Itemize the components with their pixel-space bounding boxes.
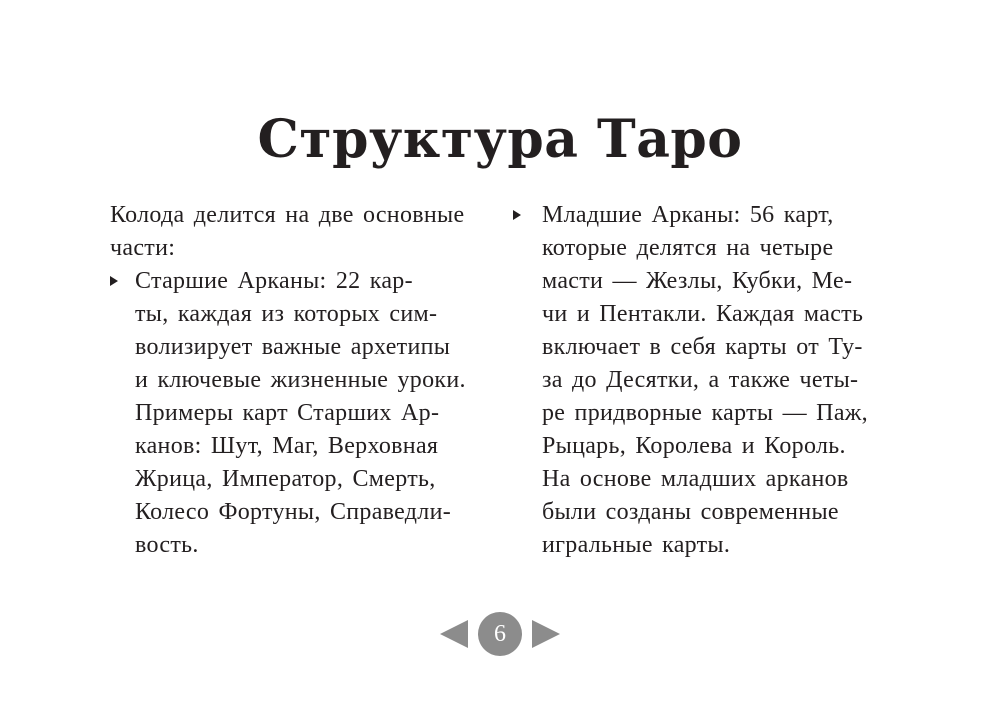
left-column (110, 199, 490, 562)
text-line: Примеры карт Старших Ар- (135, 400, 440, 426)
page-navigation (440, 612, 560, 656)
text-line: ре придворные карты — Паж, (542, 400, 868, 426)
intro-line: части: (110, 235, 176, 261)
triangle-left-icon[interactable] (440, 620, 468, 648)
bullet-text (110, 265, 490, 562)
text-line: масти — Жезлы, Кубки, Ме- (542, 268, 853, 294)
text-line: волизирует важные архетипы (135, 334, 451, 360)
text-line: Жрица, Император, Смерть, (135, 466, 436, 492)
text-line: канов: Шут, Маг, Верховная (135, 433, 439, 459)
text-line: ты, каждая из которых сим- (135, 301, 438, 327)
text-line: Младшие Арканы: 56 карт, (542, 202, 834, 228)
bullet-triangle-icon (513, 210, 521, 220)
text-line: за до Десятки, а также четы- (542, 367, 859, 393)
page-number: 6 (478, 612, 522, 656)
text-line: и ключевые жизненные уроки. (135, 367, 466, 393)
text-line: чи и Пентакли. Каждая масть (542, 301, 864, 327)
text-line: Старшие Арканы: 22 кар- (135, 268, 413, 294)
triangle-right-icon[interactable] (532, 620, 560, 648)
bullet-minor-arcana (513, 199, 903, 562)
page-title: Структура Таро (257, 109, 743, 170)
text-line: игральные карты. (542, 532, 731, 558)
text-line: Колесо Фортуны, Справедли- (135, 499, 452, 525)
text-line: На основе младших арканов (542, 466, 849, 492)
bullet-triangle-icon (110, 276, 118, 286)
text-line: вость. (135, 532, 199, 558)
text-line: были созданы современные (542, 499, 839, 525)
right-column (513, 199, 903, 562)
text-line: включает в себя карты от Ту- (542, 334, 863, 360)
text-line: Рыцарь, Королева и Король. (542, 433, 846, 459)
bullet-text (513, 199, 903, 562)
bullet-major-arcana (110, 265, 490, 562)
intro-line: Колода делится на две основные (110, 202, 465, 228)
text-line: которые делятся на четыре (542, 235, 834, 261)
